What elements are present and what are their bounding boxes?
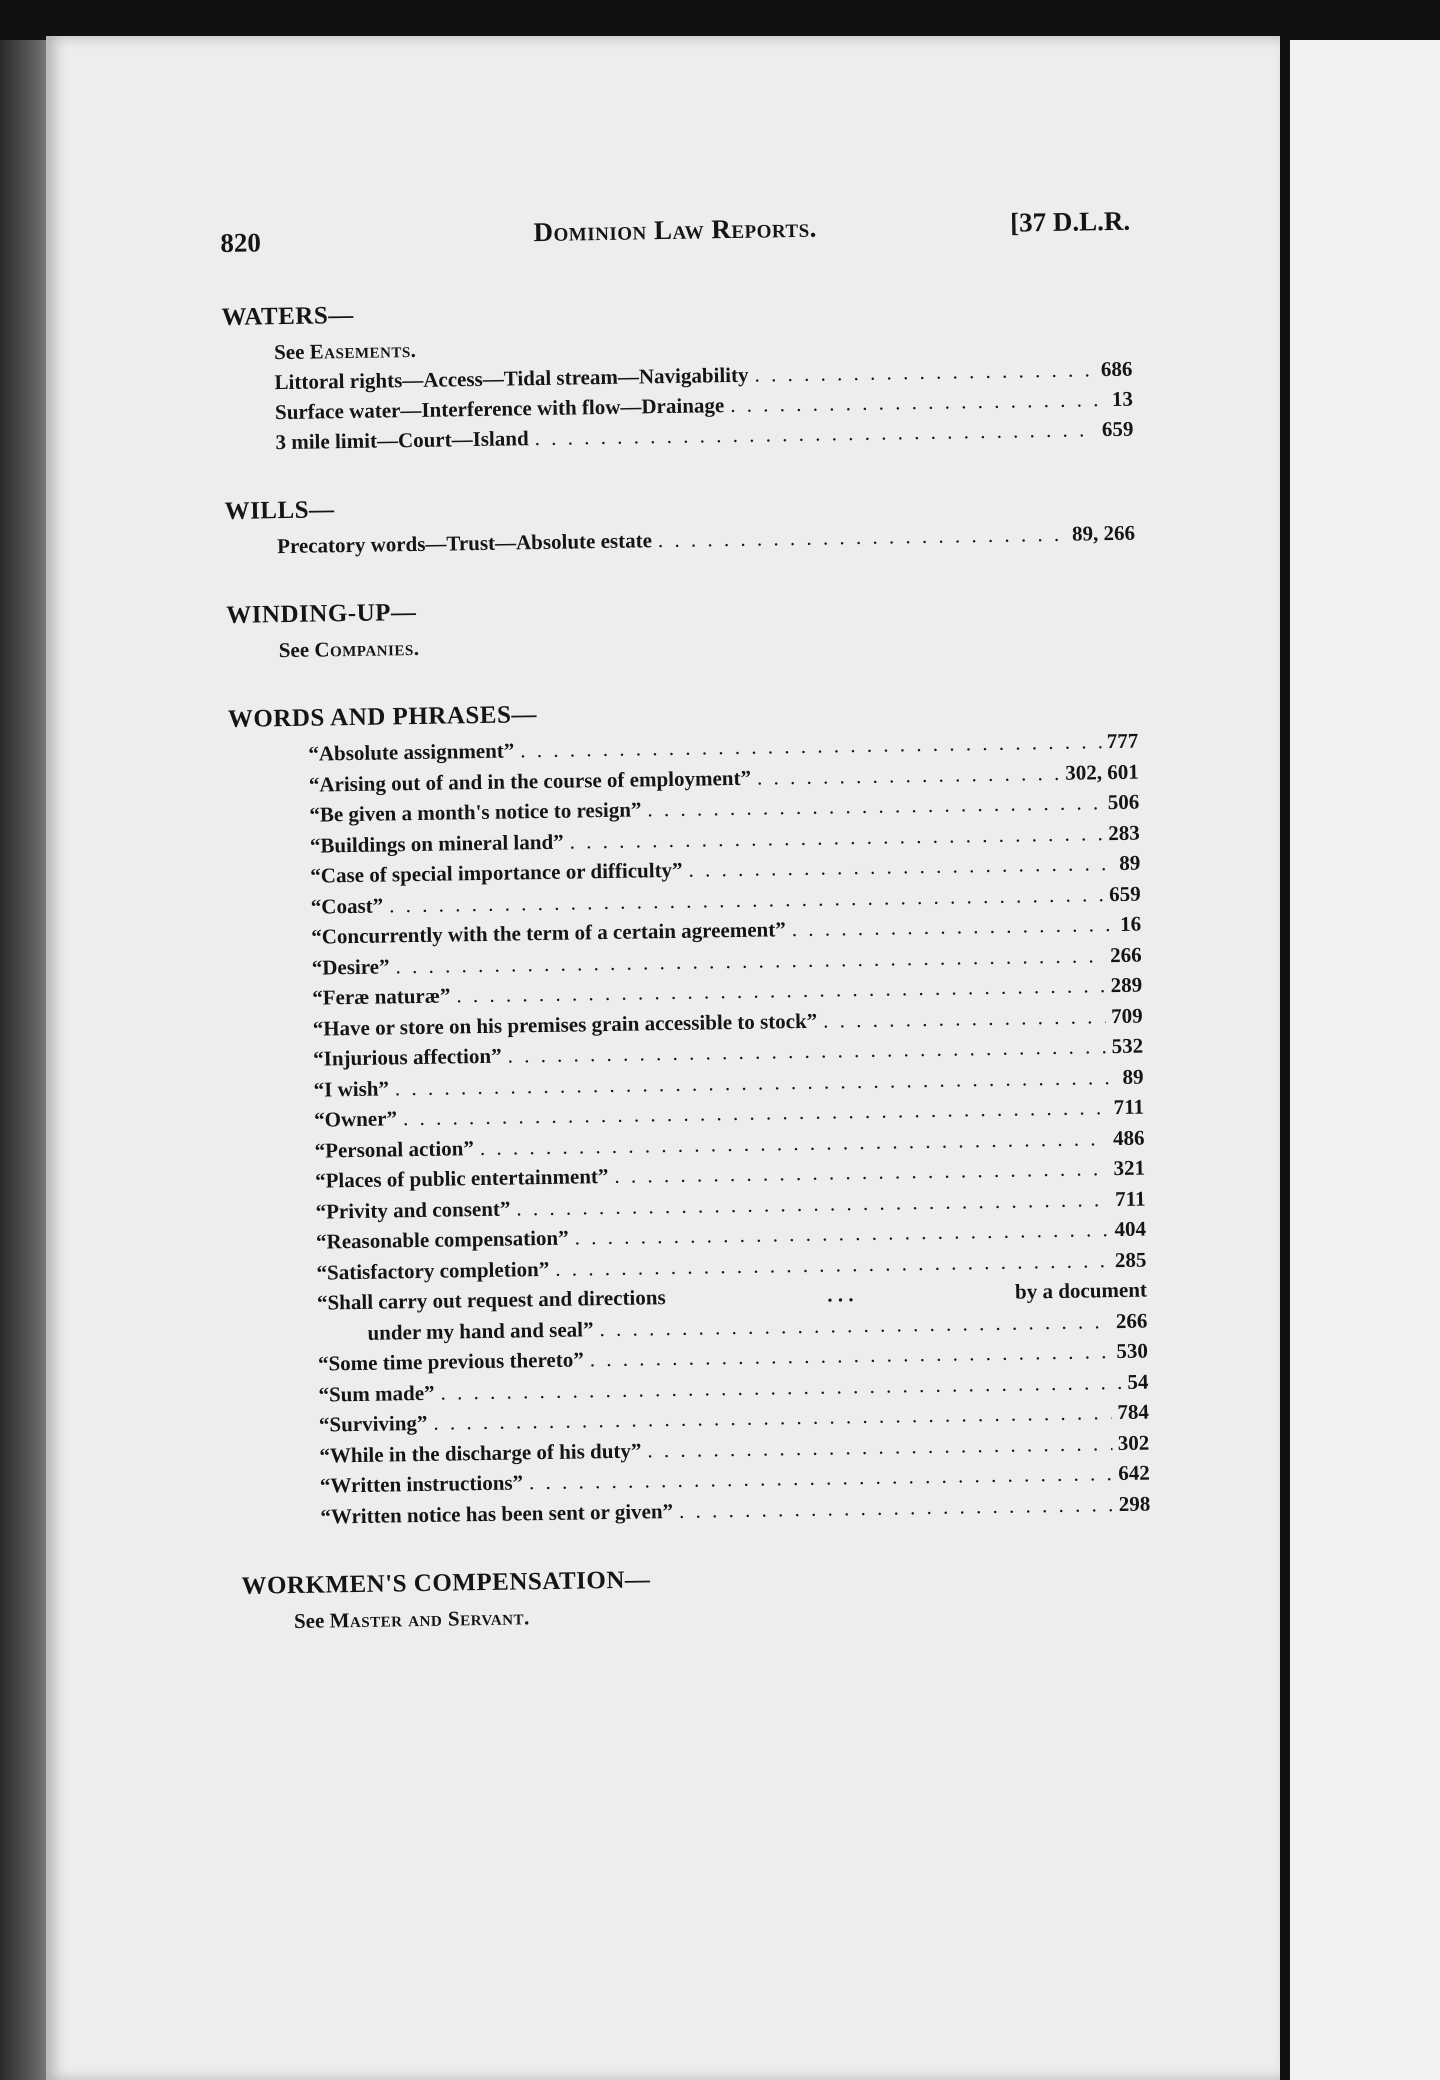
entry-text: “Privity and consent” xyxy=(315,1196,511,1224)
page-reference: 302, 601 xyxy=(1065,759,1139,785)
page-reference: 659 xyxy=(1101,416,1134,442)
book-spine-edge xyxy=(0,40,46,2080)
entry-text: “Coast” xyxy=(310,893,384,919)
cross-reference: See Master and Servant. xyxy=(293,1605,530,1634)
entry-text: “Desire” xyxy=(311,953,390,980)
page-reference: 283 xyxy=(1108,820,1140,845)
page-reference: 16 xyxy=(1119,911,1142,936)
section-wills xyxy=(224,484,1135,562)
dot-leader xyxy=(658,519,1067,555)
page-reference: 777 xyxy=(1106,728,1139,754)
section-heading: WORKMEN'S COMPENSATION— xyxy=(241,1566,651,1600)
section-heading: WINDING-UP— xyxy=(226,598,417,629)
entry-text: “Surviving” xyxy=(318,1410,428,1437)
page-reference: 13 xyxy=(1111,386,1134,412)
entry-text: “Personal action” xyxy=(314,1135,475,1163)
publication-title: Dominion Law Reports. xyxy=(533,212,818,248)
page-reference: 404 xyxy=(1114,1216,1147,1242)
page-reference: 285 xyxy=(1114,1247,1147,1272)
list-item: “Shall carry out request and directions . . . by a document under my hand and seal” . . . 266 xyxy=(237,1275,1148,1350)
dot-leader xyxy=(823,1001,1105,1036)
entry-text: Littoral rights—Access—Tidal stream—Navigability xyxy=(274,362,749,395)
page-reference: 711 xyxy=(1113,1094,1145,1120)
entry-text: “Arising out of and in the course of employment” xyxy=(308,765,752,797)
entry-text: “Feræ naturæ” xyxy=(312,983,451,1010)
entry-text: “I wish” xyxy=(313,1075,390,1102)
entry-text: “Buildings on mineral land” xyxy=(309,829,564,858)
entry-text: “Absolute assignment” xyxy=(308,738,515,766)
page-reference: 784 xyxy=(1117,1399,1150,1425)
entry-text: “Injurious affection” xyxy=(312,1043,502,1071)
entry-text: 3 mile limit—Court—Island xyxy=(275,426,529,455)
page-reference: 686 xyxy=(1100,356,1133,382)
page-reference: 289 xyxy=(1110,972,1143,998)
facing-page-edge xyxy=(1290,40,1440,2080)
cross-reference: See Easements. xyxy=(273,337,417,365)
page-reference: 321 xyxy=(1113,1155,1146,1181)
index-content xyxy=(220,206,1152,1637)
section-winding-up xyxy=(226,588,1137,666)
entry-list xyxy=(222,354,1133,458)
dot-leader xyxy=(757,757,1060,792)
entry-text: “Sum made” xyxy=(318,1380,435,1407)
section-heading: WATERS— xyxy=(221,301,354,331)
entry-text: Surface water—Interference with flow—Drainage xyxy=(274,393,725,425)
entry-text: “Be given a month's notice to resign” xyxy=(309,797,642,827)
page-reference: 89 xyxy=(1119,850,1141,875)
dot-leader xyxy=(791,909,1114,945)
entry-text: “Written instructions” xyxy=(319,1470,524,1498)
entry-text: “Owner” xyxy=(313,1106,398,1132)
page-reference: 89 xyxy=(1122,1064,1144,1089)
entry-list xyxy=(225,518,1135,562)
page-reference: 530 xyxy=(1116,1338,1149,1364)
entry-list xyxy=(228,726,1147,1289)
entry-text: “Have or store on his premises grain accessible to stock” xyxy=(312,1008,818,1041)
entry-text: “While in the discharge of his duty” xyxy=(319,1438,642,1468)
page-reference: 302 xyxy=(1117,1430,1150,1455)
dot-leader xyxy=(679,1489,1113,1526)
entry-text: “Places of public entertainment” xyxy=(314,1164,609,1193)
page-reference: 298 xyxy=(1118,1491,1151,1516)
page-reference: 642 xyxy=(1118,1460,1150,1486)
page-reference: 532 xyxy=(1111,1033,1144,1059)
page-number: 820 xyxy=(220,227,262,258)
page-reference: 709 xyxy=(1110,1003,1143,1028)
entry-text: “Written notice has been sent or given” xyxy=(320,1498,674,1529)
entry-text: “Reasonable compensation” xyxy=(315,1225,569,1254)
entry-text: Precatory words—Trust—Absolute estate xyxy=(276,528,653,559)
page-reference: 266 xyxy=(1109,942,1142,967)
page-reference: 54 xyxy=(1127,1369,1149,1394)
cross-reference: See Companies. xyxy=(278,635,420,663)
page-reference: 89, 266 xyxy=(1071,520,1136,546)
entry-text: “Some time previous thereto” xyxy=(317,1347,584,1376)
entry-text: “Satisfactory completion” xyxy=(316,1256,550,1285)
entry-list xyxy=(238,1336,1151,1533)
section-heading: WORDS AND PHRASES— xyxy=(227,701,538,733)
page-reference: 506 xyxy=(1107,789,1140,815)
page-reference: 711 xyxy=(1114,1186,1146,1211)
page-reference: 486 xyxy=(1112,1125,1145,1150)
section-words-and-phrases xyxy=(228,692,1151,1533)
entry-text: “Case of special importance or difficulty” xyxy=(310,857,683,888)
list-item xyxy=(225,518,1135,562)
section-heading: WILLS— xyxy=(224,496,335,525)
page-reference: 659 xyxy=(1109,881,1141,906)
volume-label: [37 D.L.R. xyxy=(1009,205,1131,238)
entry-text: “Concurrently with the term of a certain agreement” xyxy=(311,917,786,949)
section-waters xyxy=(221,290,1133,458)
